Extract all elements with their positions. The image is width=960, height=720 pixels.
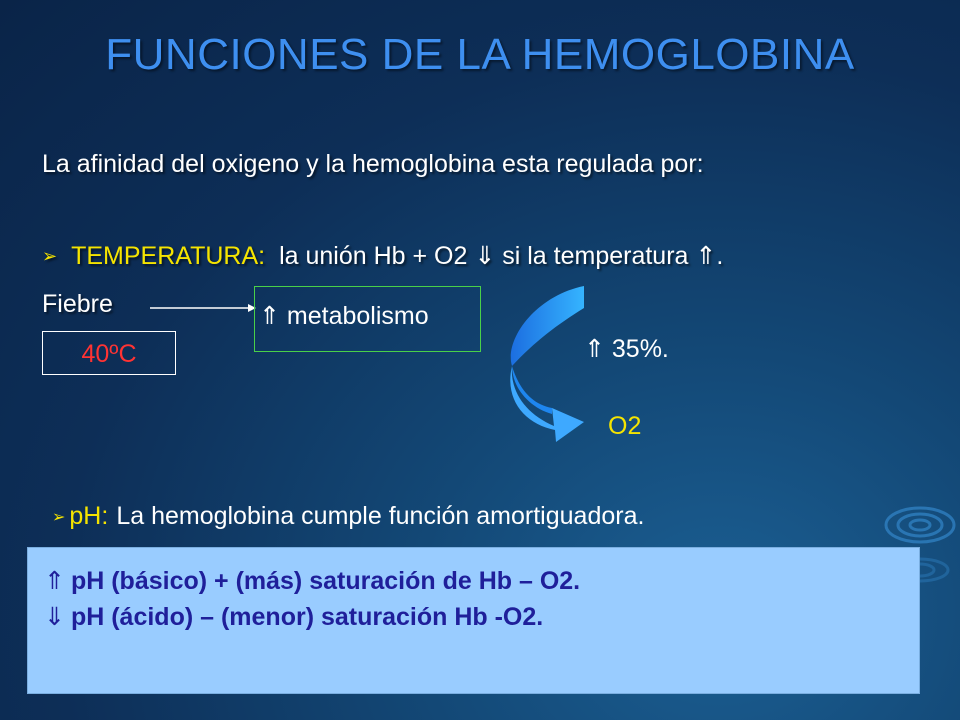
curved-arrow-icon xyxy=(500,280,600,450)
ph-label: pH: xyxy=(69,502,109,530)
info-line-acid xyxy=(44,602,919,632)
percent-increase: ⇑ 35%. xyxy=(584,335,669,363)
bullet-arrow-icon: ➢ xyxy=(52,509,66,526)
ph-bullet xyxy=(52,502,644,531)
ph-info-box xyxy=(27,547,920,694)
temperature-text: la unión Hb + O2 ⇓ si la temperatura ⇑. xyxy=(279,242,724,270)
metabolismo-box: ⇑ metabolismo xyxy=(254,286,481,352)
temperature-bullet xyxy=(42,241,723,271)
intro-text: La afinidad del oxigeno y la hemoglobina esta regulada por: xyxy=(42,150,704,178)
arrow-up-icon: ⇑ xyxy=(44,567,65,595)
fiebre-label: Fiebre xyxy=(42,290,113,318)
arrow-down-icon: ⇓ xyxy=(44,603,65,631)
ph-text: La hemoglobina cumple función amortiguadora. xyxy=(116,502,645,530)
info-line-basic-text: pH (básico) + (más) saturación de Hb – O2. xyxy=(70,567,581,595)
info-line-acid-text: pH (ácido) – (menor) saturación Hb -O2. xyxy=(70,603,544,631)
info-line-basic xyxy=(44,566,919,596)
temperature-label: TEMPERATURA: xyxy=(71,242,266,270)
bullet-arrow-icon: ➢ xyxy=(42,246,58,266)
temperature-value-box: 40ºC xyxy=(42,331,176,375)
o2-label: O2 xyxy=(608,412,642,440)
page-title: FUNCIONES DE LA HEMOGLOBINA xyxy=(105,30,855,79)
arrow-right-icon xyxy=(148,300,258,316)
